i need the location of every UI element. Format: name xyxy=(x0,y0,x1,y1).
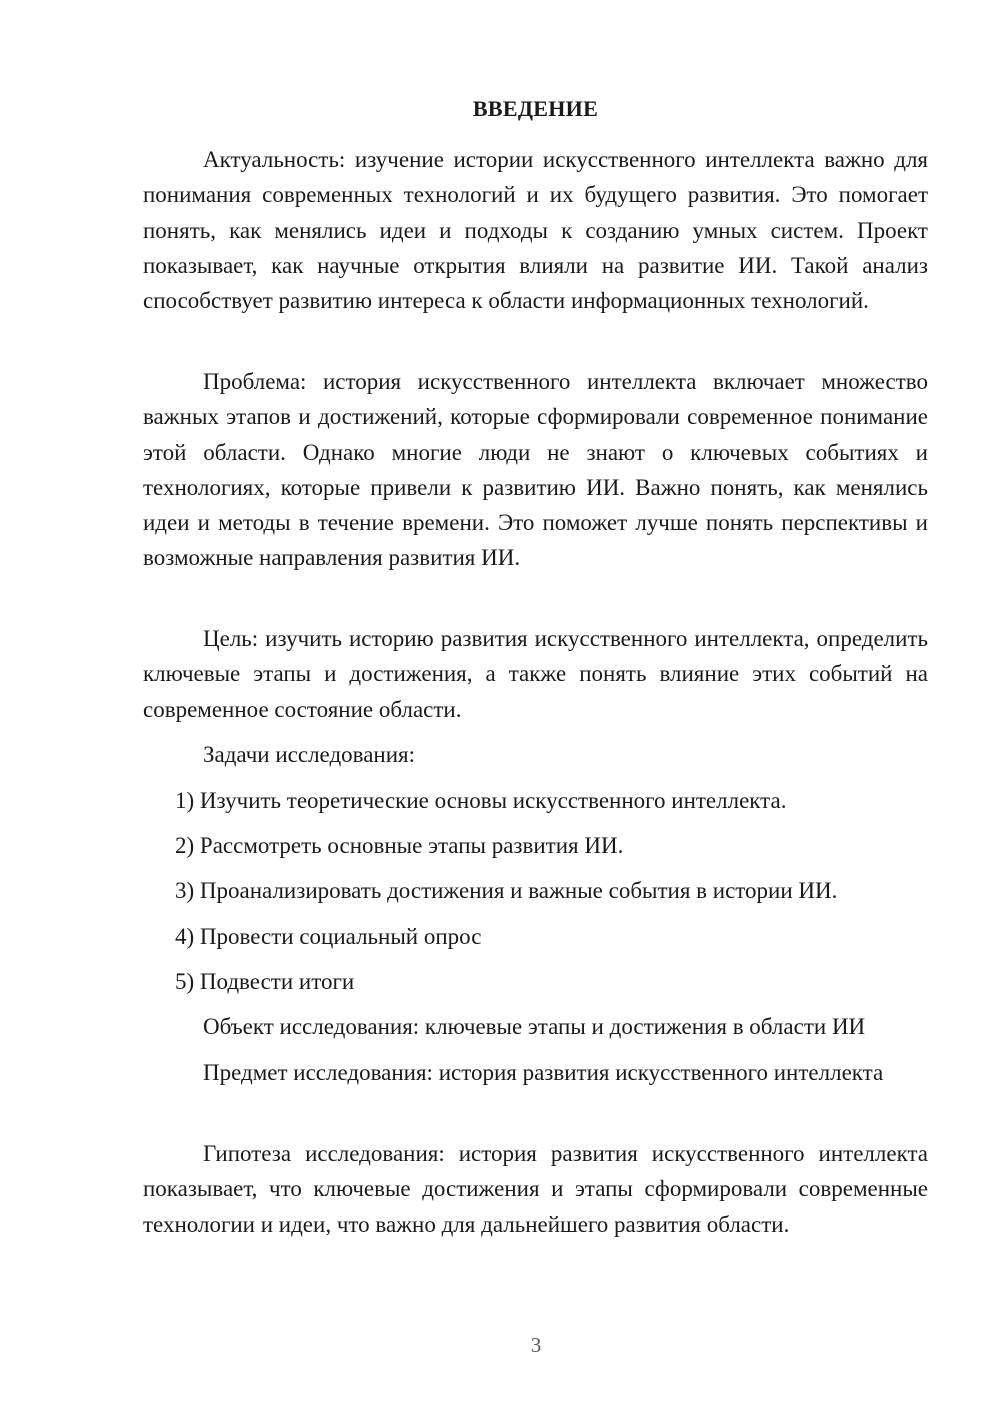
research-hypothesis: Гипотеза исследования: история развития искусственного интеллекта показывает, что ключевые достижения и этапы сформировали современные технологии и идеи, что важно для дальнейшего развития области. xyxy=(143,1141,928,1237)
research-subject: Предмет исследования: история развития искусственного интеллекта xyxy=(203,1060,884,1085)
tasks-title: Задачи исследования: xyxy=(203,742,416,767)
task-item: 5) Подвести итоги xyxy=(175,969,355,994)
task-item: 3) Проанализировать достижения и важные события в истории ИИ. xyxy=(175,878,838,903)
research-object: Объект исследования: ключевые этапы и достижения в области ИИ xyxy=(203,1014,866,1039)
relevance-paragraph: Актуальность: изучение истории искусственного интеллекта важно для понимания современных технологий и их будущего развития. Это помогает понять, как менялись идеи и подходы к созданию умных систем. Проект показывает, как научные открытия влияли на развитие ИИ. Такой анализ способствует развитию интереса к области информационных технологий. xyxy=(143,147,928,314)
task-item: 4) Провести социальный опрос xyxy=(175,924,482,949)
task-item: 2) Рассмотреть основные этапы развития ИИ. xyxy=(175,833,624,858)
page-number: 3 xyxy=(530,1333,542,1357)
problem-paragraph: Проблема: история искусственного интеллекта включает множество важных этапов и достижений, которые сформировали современное понимание этой области. Однако многие люди не знают о ключевых событиях и технологиях, которые привели к развитию ИИ. Важно понять, как менялись идеи и методы в течение времени. Это поможет лучше понять перспективы и возможные направления развития ИИ. xyxy=(143,369,928,571)
goal-paragraph: Цель: изучить историю развития искусственного интеллекта, определить ключевые этапы и достижения, а также понять влияние этих событий на современное состояние области. xyxy=(143,626,928,722)
task-item: 1) Изучить теоретические основы искусственного интеллекта. xyxy=(175,788,787,813)
section-heading: ВВЕДЕНИЕ xyxy=(472,96,599,121)
